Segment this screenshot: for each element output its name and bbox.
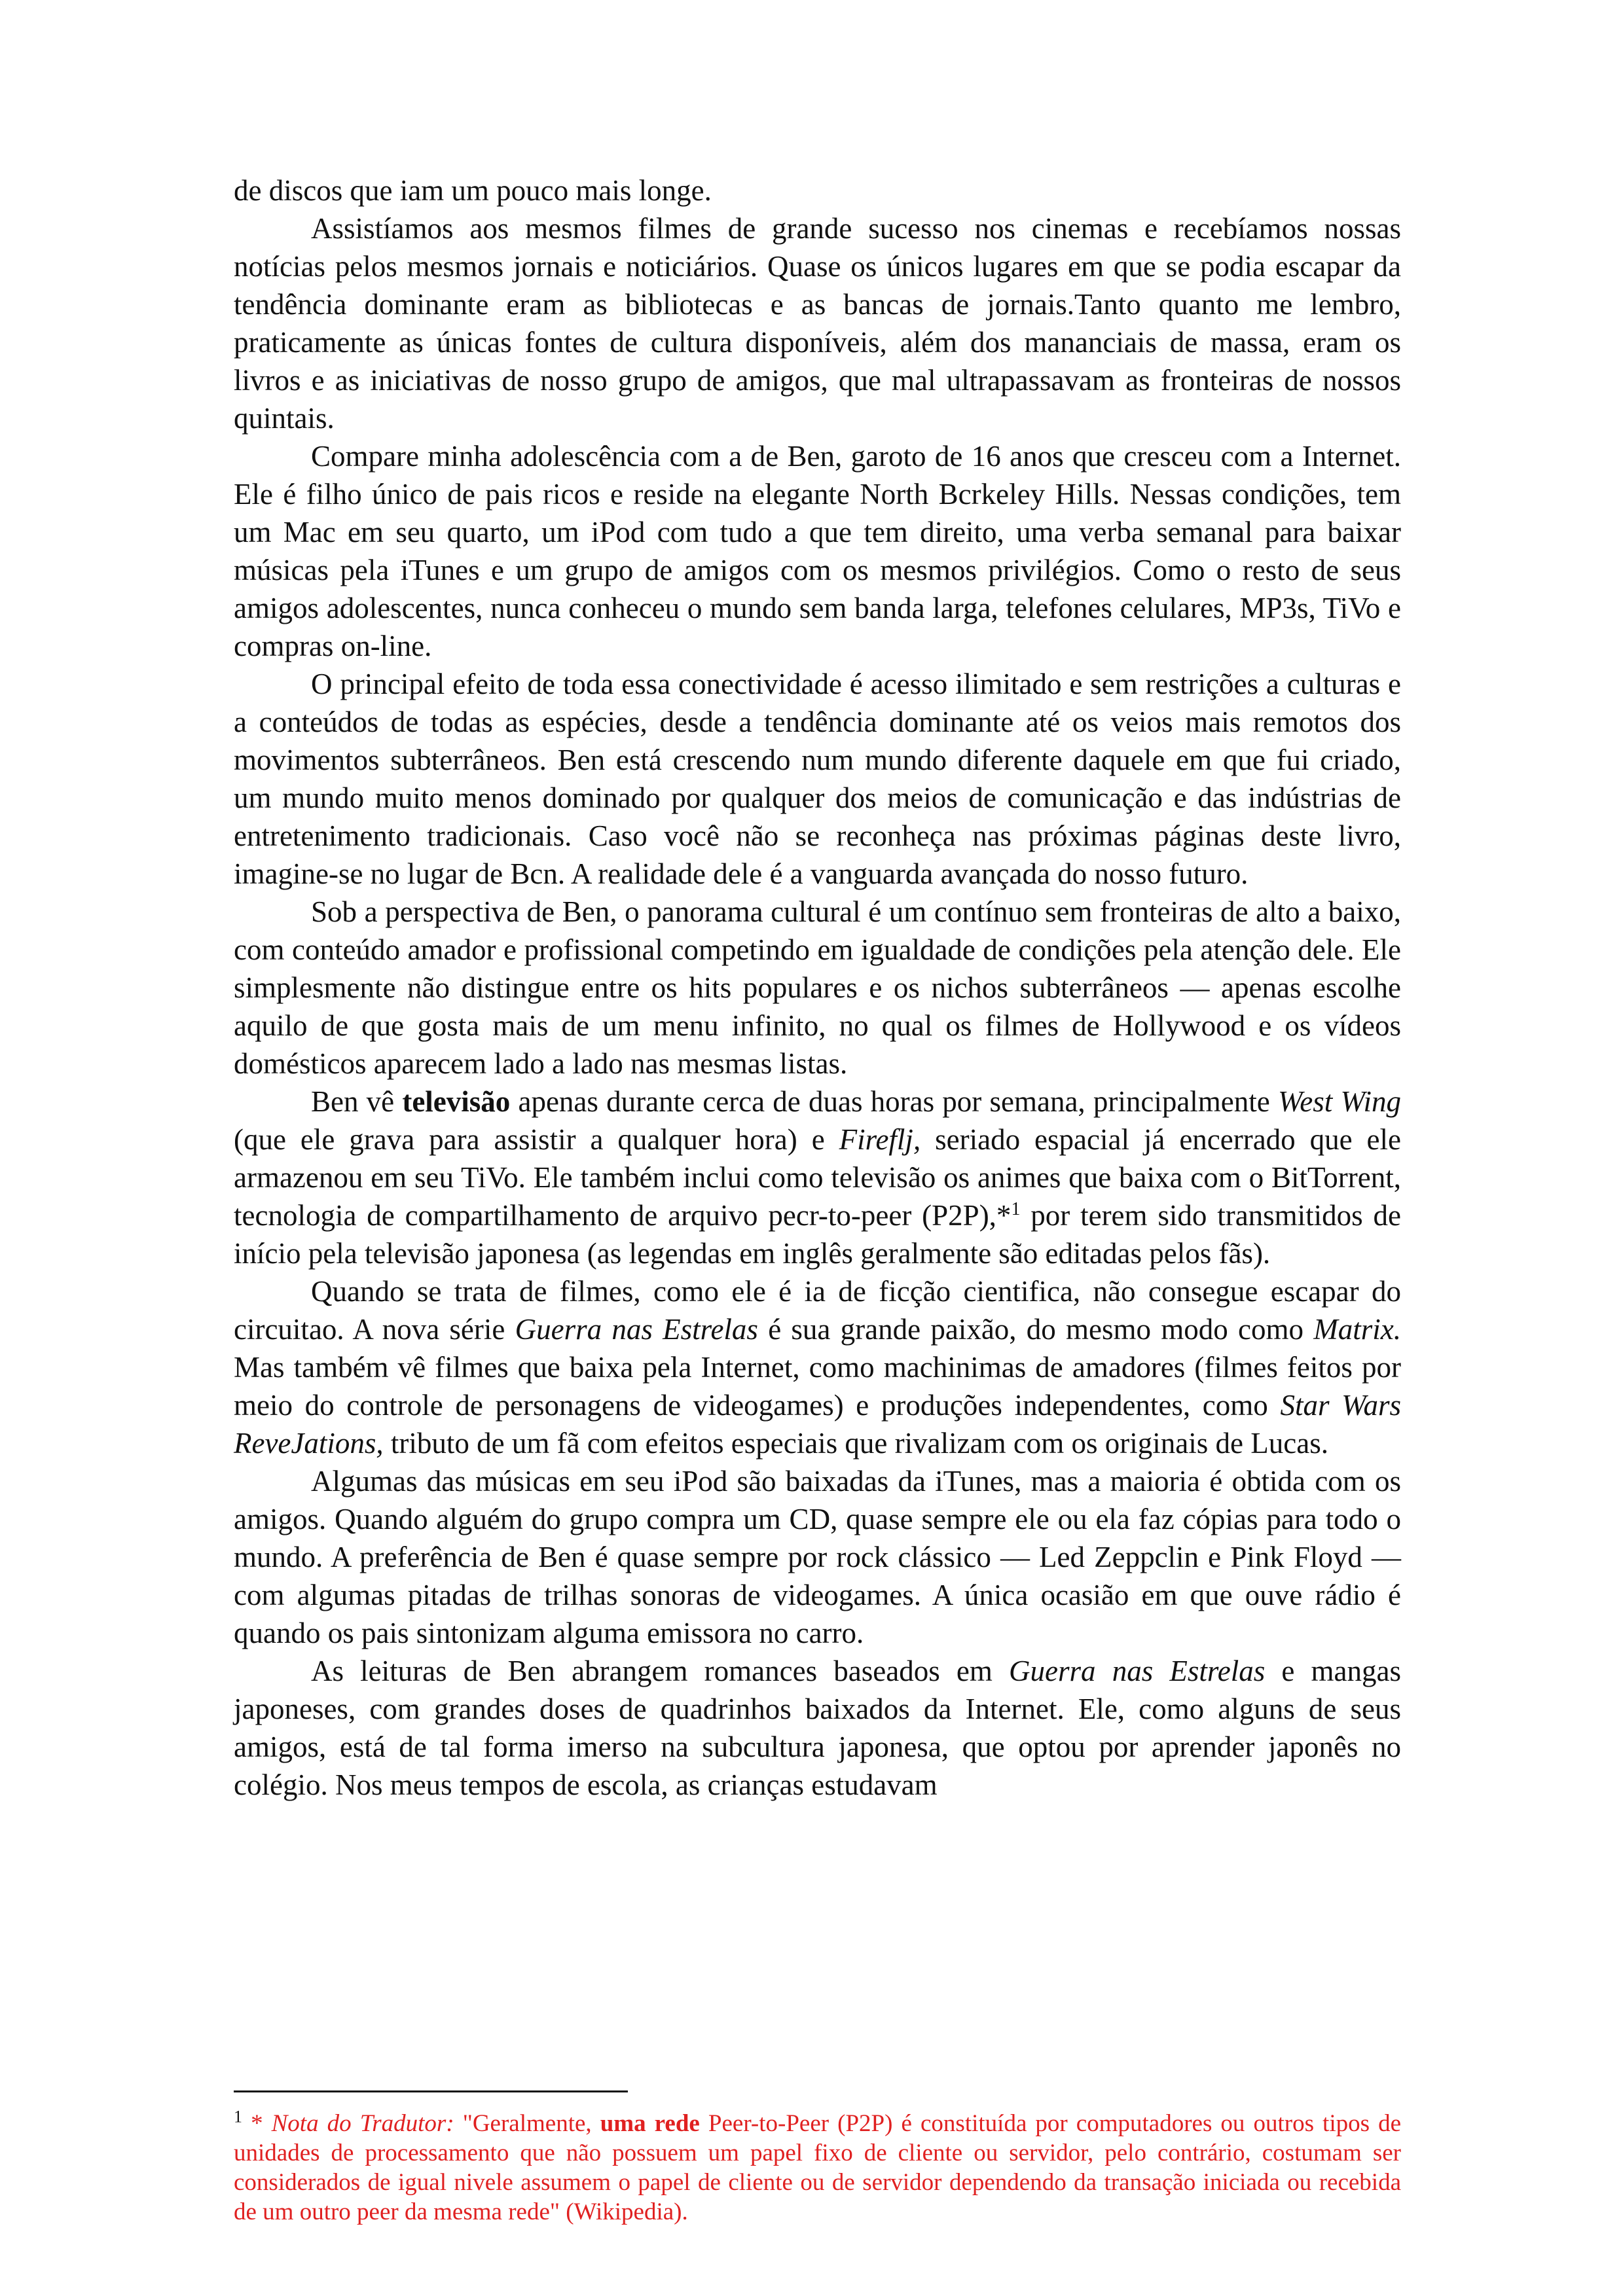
paragraph-3: Compare minha adolescência com a de Ben, garoto de 16 anos que cresceu com a Internet. Ele é filho único de pais ricos e reside na elegante North Bcrkeley Hills. Nessas condições, tem um Mac em seu quarto, um iPod com tudo a que tem direito, uma verba semanal para baixar músicas pela iTunes e um grupo de amigos com os mesmos privilégios. Como o resto de seus amigos adolescentes, nunca conheceu o mundo sem banda larga, telefones celulares, MP3s, TiVo e compras on-line. <box>234 440 1401 662</box>
text-run: Peer-to-Peer (P2P) é constituída por computadores ou outros tipos de unidades de processamento que não possuem um papel fixo de cliente ou servidor, pelo contrário, costumam ser considerados de igual nivele assumem o papel de cliente ou de servidor dependendo da transação iniciada ou recebida de um outro peer da mesma rede" (Wikipedia). <box>234 2110 1401 2225</box>
body-text <box>234 171 1401 1804</box>
text-run: é sua grande paixão, do mesmo modo como <box>757 1313 1314 1346</box>
text-run: por terem sido transmitidos de início pela televisão japonesa (as legendas em inglês geralmente são editadas pelos fãs). <box>234 1199 1402 1270</box>
paragraph-7 <box>234 1272 1401 1462</box>
text-run: Quando se trata de filmes, como ele é ia de ficção cientifica, não consegue escapar do circuitao. A nova série <box>234 1275 1401 1346</box>
paragraph-8: Algumas das músicas em seu iPod são baixadas da iTunes, mas a maioria é obtida com os amigos. Quando alguém do grupo compra um CD, quase sempre ele ou ela faz cópias para todo o mundo. A preferência de Ben é quase sempre por rock clássico — Led Zeppclin e Pink Floyd — com algumas pitadas de trilhas sonoras de videogames. A única ocasião em que ouve rádio é quando os pais sintonizam alguma emissora no carro. <box>234 1465 1401 1649</box>
title-guerra-nas-estrelas: Guerra nas Estrelas <box>1009 1655 1266 1687</box>
text-run: tributo de um fã com efeitos especiais que rivalizam com os originais de Lucas. <box>383 1427 1328 1460</box>
footnote-divider <box>234 2090 628 2092</box>
footnote-bold-term: uma rede <box>600 2110 700 2137</box>
footnote-marker: 1 <box>234 2107 242 2126</box>
bold-term-televisao: televisão <box>402 1085 511 1118</box>
title-matrix: Matrix. <box>1313 1313 1401 1346</box>
text-run: Mas também vê filmes que baixa pela Internet, como machinimas de amadores (filmes feitos por meio do controle de personagens de videogames) e produções independentes, como <box>234 1351 1401 1422</box>
text-run: (que ele grava para assistir a qualquer hora) e <box>234 1123 839 1156</box>
title-star-wars-revelations: Star Wars ReveJations, <box>234 1389 1401 1460</box>
title-west-wing: West Wing <box>1277 1085 1401 1118</box>
text-run: apenas durante cerca de duas horas por semana, principalmente <box>510 1085 1278 1118</box>
title-guerra-nas-estrelas: Guerra nas Estrelas <box>515 1313 758 1346</box>
paragraph-4: O principal efeito de toda essa conectividade é acesso ilimitado e sem restrições a culturas e a conteúdos de todas as espécies, desde a tendência dominante até os veios mais remotos dos movimentos subterrâneos. Ben está crescendo num mundo diferente daquele em que fui criado, um mundo muito menos dominado por qualquer dos meios de comunicação e das indústrias de entretenimento tradicionais. Caso você não se reconheça nas próximas páginas deste livro, imagine-se no lugar de Bcn. A realidade dele é a vanguarda avançada do nosso futuro. <box>234 668 1401 890</box>
text-run: As leituras de Ben abrangem romances baseados em <box>311 1655 1010 1687</box>
text-run: Ben vê <box>311 1085 403 1118</box>
paragraph-2: Assistíamos aos mesmos filmes de grande sucesso nos cinemas e recebíamos nossas notícias pelos mesmos jornais e noticiários. Quase os únicos lugares em que se podia escapar da tendência dominante eram as bibliotecas e as bancas de jornais.Tanto quanto me lembro, praticamente as únicas fontes de cultura disponíveis, além dos mananciais de massa, eram os livros e as iniciativas de nosso grupo de amigos, que mal ultrapassavam as fronteiras de nossos quintais. <box>234 212 1401 435</box>
text-run: * <box>242 2110 272 2137</box>
text-run: "Geralmente, <box>454 2110 600 2137</box>
footnote-reference[interactable]: 1 <box>1011 1199 1021 1219</box>
paragraph-5: Sob a perspectiva de Ben, o panorama cultural é um contínuo sem fronteiras de alto a baixo, com conteúdo amador e profissional competindo em igualdade de condições pela atenção dele. Ele simplesmente não distingue entre os hits populares e os nichos subterrâneos — apenas escolhe aquilo de que gosta mais de um menu infinito, no qual os filmes de Hollywood e os vídeos domésticos aparecem lado a lado nas mesmas listas. <box>234 895 1401 1080</box>
paragraph-1: de discos que iam um pouco mais longe. <box>234 174 712 207</box>
footnote <box>234 2109 1401 2227</box>
text-run: seriado espacial já encerrado que ele armazenou em seu TiVo. Ele também inclui como televisão os animes que baixa com o BitTorrent, tecnologia de compartilhamento de arquivo pecr-to-peer (P2P),* <box>234 1123 1401 1232</box>
footnote-label: Nota do Tradutor: <box>271 2110 454 2137</box>
title-firefly: Fireflj, <box>839 1123 921 1156</box>
text-run: e mangas japoneses, com grandes doses de quadrinhos baixados da Internet. Ele, como alguns de seus amigos, está de tal forma imerso na subcultura japonesa, que optou por aprender japonês no colégio. Nos meus tempos de escola, as crianças estudavam <box>234 1655 1402 1801</box>
paragraph-6 <box>234 1083 1401 1272</box>
paragraph-9 <box>234 1652 1401 1804</box>
